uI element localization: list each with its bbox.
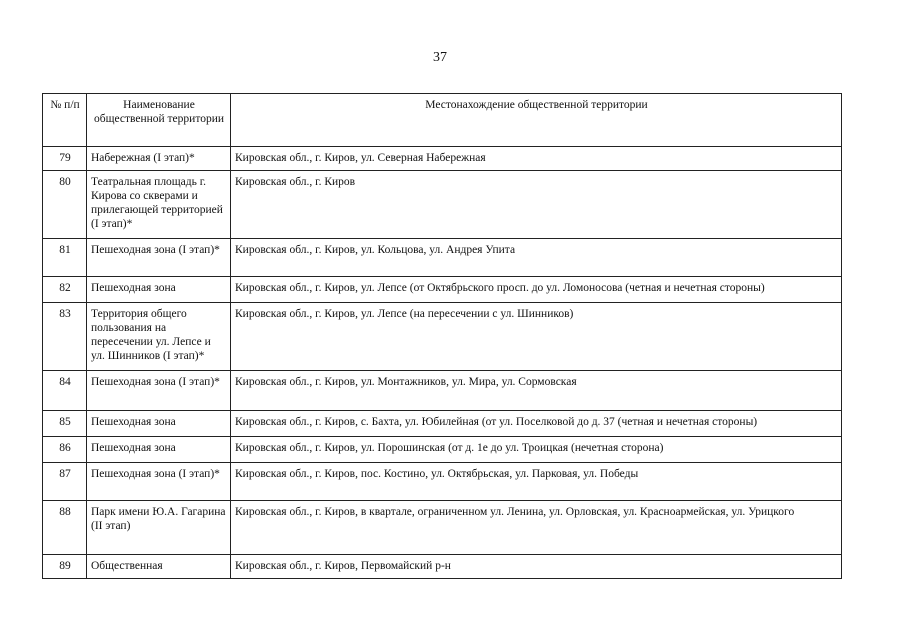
row-name: Набережная (I этап)*	[87, 147, 231, 171]
territories-table	[42, 93, 842, 579]
row-num: 81	[43, 239, 87, 277]
table-row	[43, 303, 842, 371]
table-row	[43, 437, 842, 463]
row-name: Пешеходная зона (I этап)*	[87, 239, 231, 277]
row-location: Кировская обл., г. Киров, в квартале, ограниченном ул. Ленина, ул. Орловская, ул. Красноармейская, ул. Урицкого	[231, 501, 842, 555]
header-name: Наименование общественной территории	[87, 94, 231, 147]
row-location: Кировская обл., г. Киров, ул. Лепсе (на пересечении с ул. Шинников)	[231, 303, 842, 371]
table-row	[43, 171, 842, 239]
row-location: Кировская обл., г. Киров, ул. Монтажников, ул. Мира, ул. Сормовская	[231, 371, 842, 411]
row-location: Кировская обл., г. Киров	[231, 171, 842, 239]
row-num: 85	[43, 411, 87, 437]
row-name: Театральная площадь г. Кирова со скверами и прилегающей территорией (I этап)*	[87, 171, 231, 239]
row-name: Пешеходная зона	[87, 411, 231, 437]
row-num: 86	[43, 437, 87, 463]
row-location: Кировская обл., г. Киров, с. Бахта, ул. Юбилейная (от ул. Поселковой до д. 37 (четная и нечетная стороны)	[231, 411, 842, 437]
row-num: 88	[43, 501, 87, 555]
row-num: 84	[43, 371, 87, 411]
row-name: Пешеходная зона (I этап)*	[87, 463, 231, 501]
row-location: Кировская обл., г. Киров, ул. Лепсе (от Октябрьского просп. до ул. Ломоносова (четная и нечетная стороны)	[231, 277, 842, 303]
row-name: Парк имени Ю.А. Гагарина (II этап)	[87, 501, 231, 555]
row-name: Общественная	[87, 555, 231, 579]
row-name: Пешеходная зона	[87, 437, 231, 463]
table-row	[43, 555, 842, 579]
row-location: Кировская обл., г. Киров, ул. Кольцова, ул. Андрея Упита	[231, 239, 842, 277]
row-name: Пешеходная зона	[87, 277, 231, 303]
table-row	[43, 501, 842, 555]
row-location: Кировская обл., г. Киров, Первомайский р-н	[231, 555, 842, 579]
row-num: 80	[43, 171, 87, 239]
page-number: 37	[433, 50, 447, 65]
row-num: 87	[43, 463, 87, 501]
table-row	[43, 411, 842, 437]
row-location: Кировская обл., г. Киров, пос. Костино, ул. Октябрьская, ул. Парковая, ул. Победы	[231, 463, 842, 501]
row-name: Территория общего пользования на пересечении ул. Лепсе и ул. Шинников (I этап)*	[87, 303, 231, 371]
row-location: Кировская обл., г. Киров, ул. Порошинская (от д. 1е до ул. Троицкая (нечетная сторона)	[231, 437, 842, 463]
table-row	[43, 371, 842, 411]
header-num: № п/п	[43, 94, 87, 147]
table-row	[43, 463, 842, 501]
header-location: Местонахождение общественной территории	[231, 94, 842, 147]
table-header-row	[43, 94, 842, 147]
row-num: 79	[43, 147, 87, 171]
row-num: 83	[43, 303, 87, 371]
table-row	[43, 147, 842, 171]
row-name: Пешеходная зона (I этап)*	[87, 371, 231, 411]
row-num: 82	[43, 277, 87, 303]
row-num: 89	[43, 555, 87, 579]
row-location: Кировская обл., г. Киров, ул. Северная Набережная	[231, 147, 842, 171]
table-row	[43, 239, 842, 277]
table-row	[43, 277, 842, 303]
